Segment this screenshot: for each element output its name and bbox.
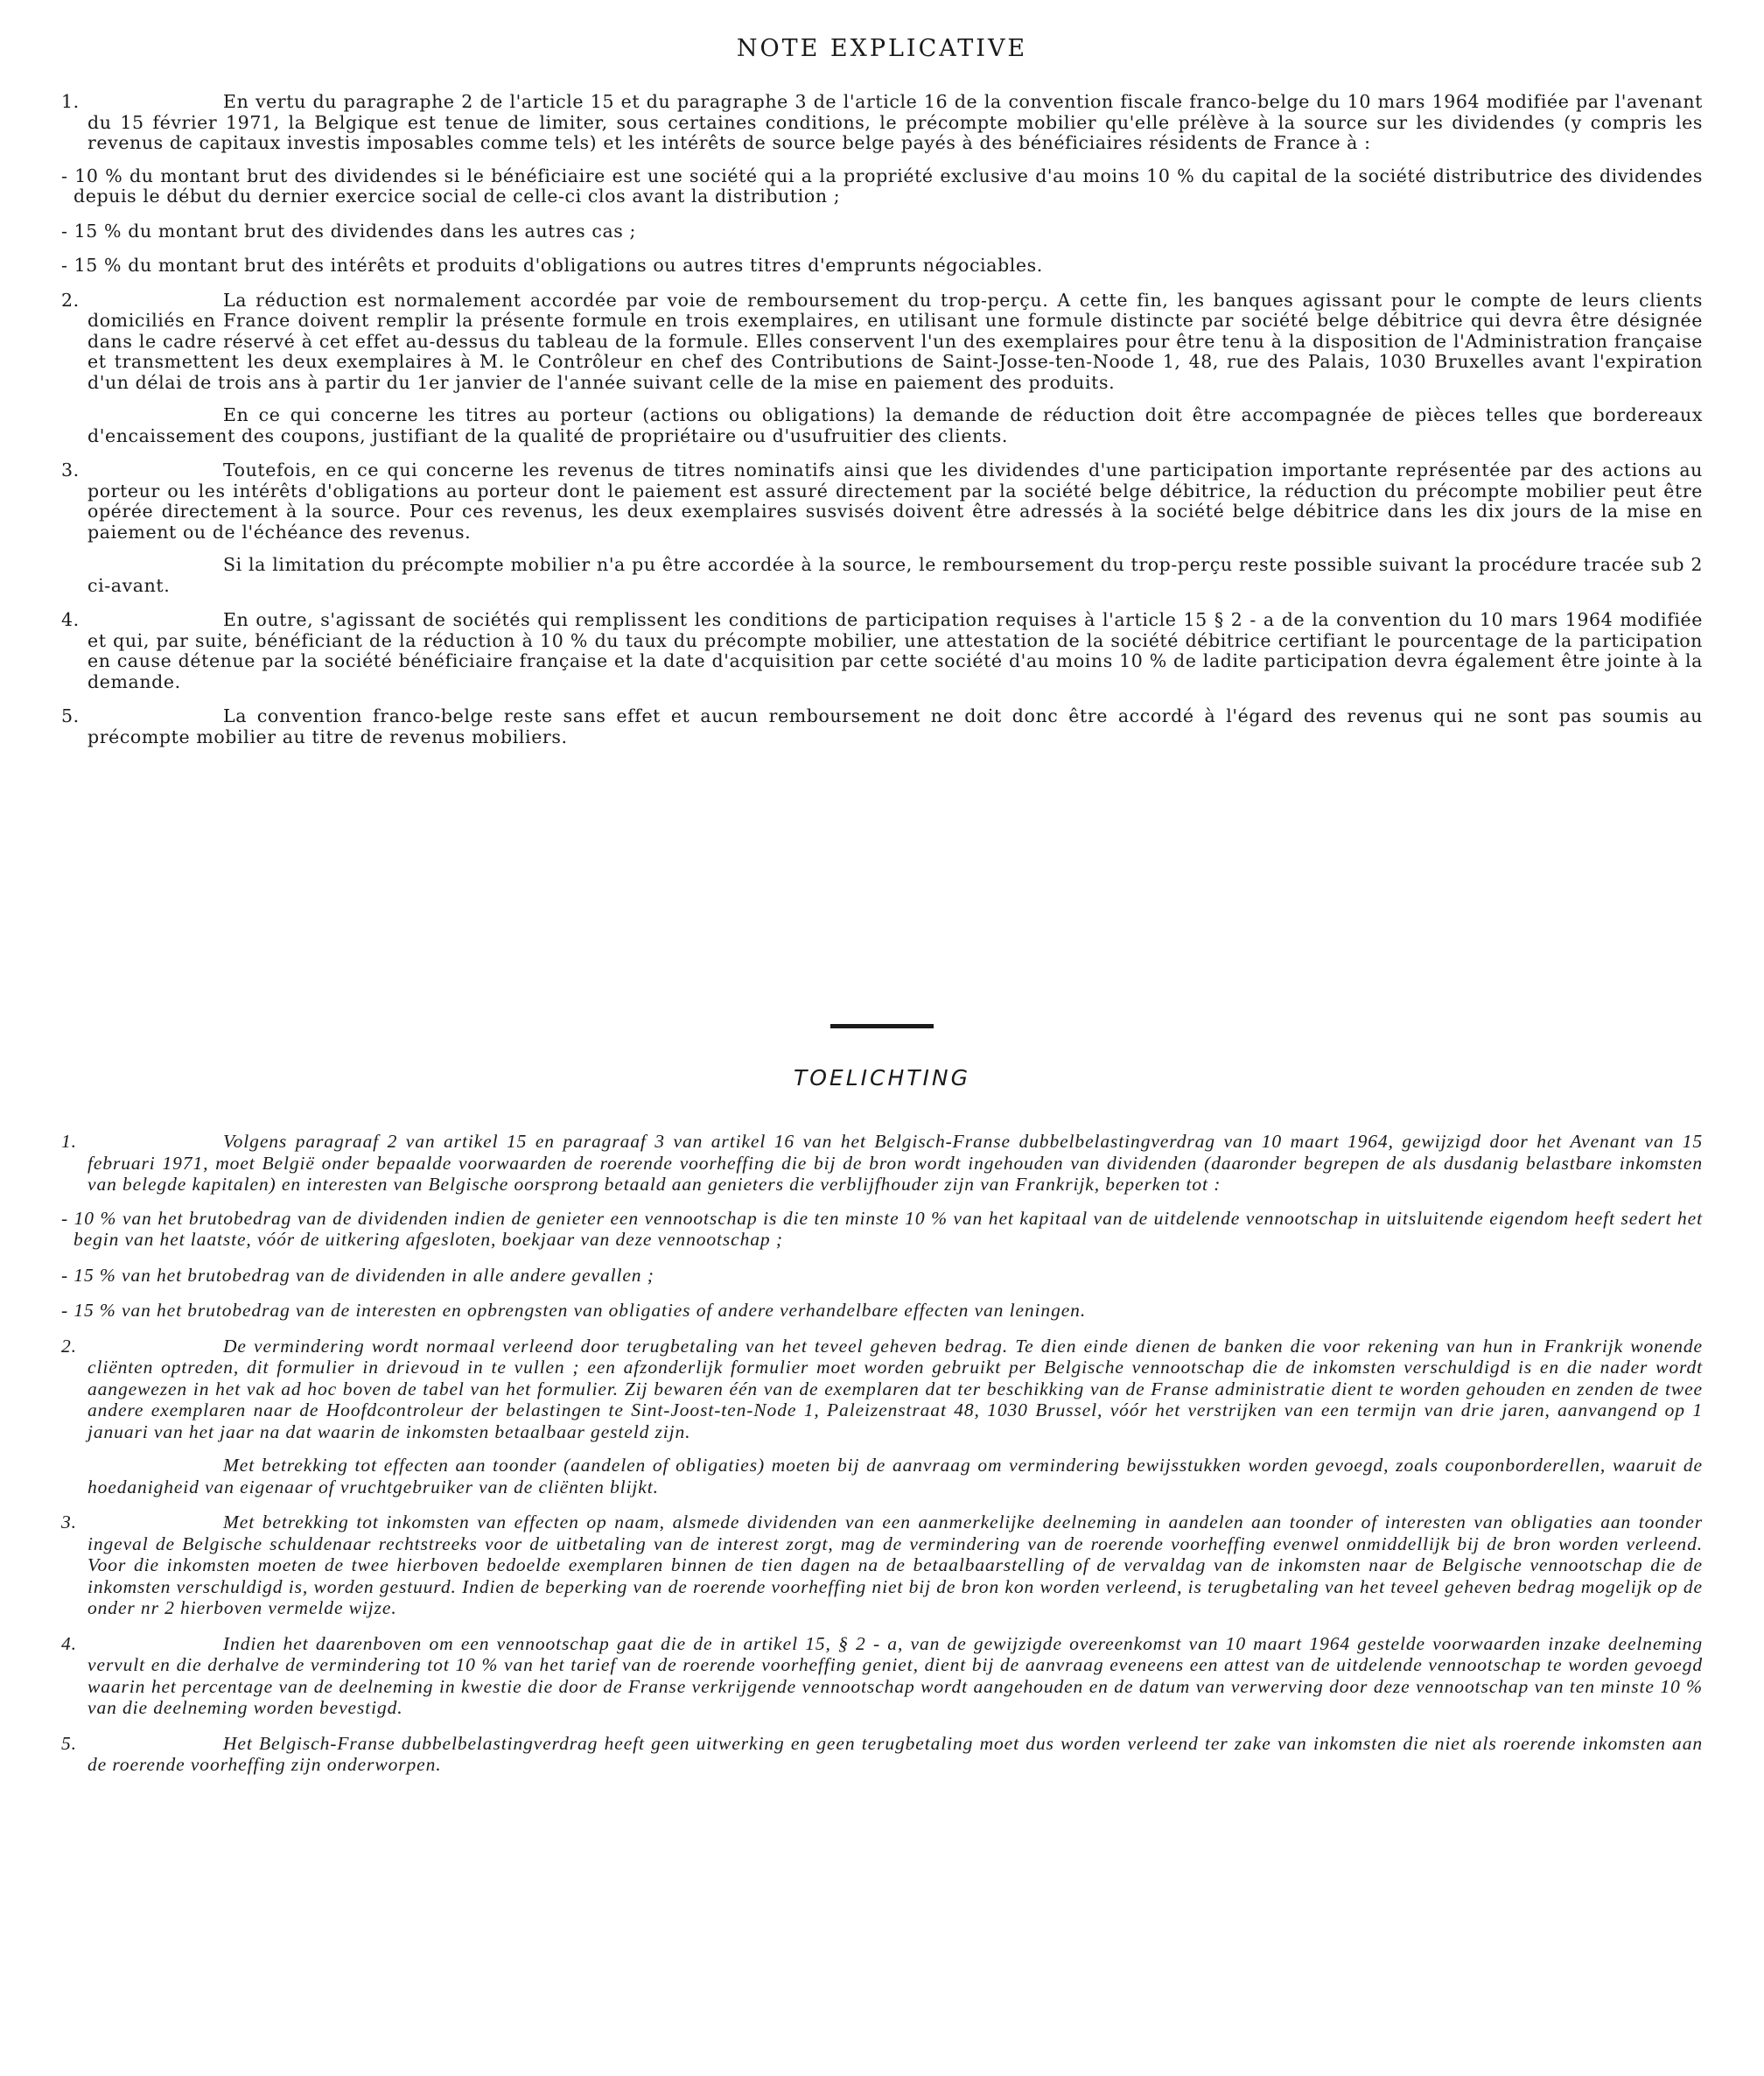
french-section bbox=[61, 35, 1703, 980]
nl-item-5 bbox=[61, 1733, 1703, 1776]
item-paragraph: Het Belgisch-Franse dubbelbelastingverdrag heeft geen uitwerking en geen terugbetaling moet dus worden verleend ter zake van inkomsten die niet als roerende inkomsten aan de roerende voorheffing zijn onderworpen. bbox=[88, 1732, 1703, 1775]
item-paragraph: La convention franco-belge reste sans effet et aucun remboursement ne doit donc être accordé à l'égard des revenus qui ne sont pas soumis au précompte mobilier au titre de revenus mobiliers. bbox=[88, 705, 1703, 747]
nl-item-4 bbox=[61, 1633, 1703, 1719]
bullet-item: - 10 % du montant brut des dividendes si le bénéficiaire est une société qui a la propriété exclusive d'au moins 10 % du capital de la société distributrice des dividendes depuis le début du dernier exercice social de celle-ci clos avant la distribution ; bbox=[61, 165, 1703, 207]
bullet-item: - 10 % van het brutobedrag van de dividenden indien de genieter een vennootschap is die ten minste 10 % van het kapitaal van de uitdelende vennootschap in uitsluitende eigendom heeft sedert het begin van het laatste, vóór de uitkering afgesloten, boekjaar van deze vennootschap ; bbox=[61, 1207, 1703, 1250]
french-title: NOTE EXPLICATIVE bbox=[736, 35, 1028, 62]
fr-item-3 bbox=[61, 460, 1703, 596]
item-paragraph: Indien het daarenboven om een vennootschap gaat die de in artikel 15, § 2 - a, van de gewijzigde overeenkomst van 10 maart 1964 gestelde voorwaarden inzake deelneming vervult en die derhalve de vermindering tot 10 % van het tarief van de roerende voorheffing geniet, dient bij de aanvraag eveneens een attest van de uitdelende vennootschap te worden gevoegd waarin het percentage van de deelneming in kwestie die door de Franse verkrijgende vennootschap wordt aangehouden en de datum van verwerving door deze vennootschap van ten minste 10 % van die deelneming worden bevestigd. bbox=[88, 1632, 1703, 1718]
item-number: 3. bbox=[61, 1511, 77, 1532]
bullet-item: - 15 % van het brutobedrag van de dividenden in alle andere gevallen ; bbox=[61, 1264, 654, 1286]
fr-item-1 bbox=[61, 92, 1703, 277]
item-number: 1. bbox=[61, 1131, 77, 1152]
item-number: 4. bbox=[61, 1632, 77, 1654]
bullet-item: - 15 % du montant brut des dividendes dans les autres cas ; bbox=[61, 220, 637, 242]
bullet-list bbox=[61, 1208, 1703, 1322]
item-number: 2. bbox=[61, 1335, 77, 1357]
item-paragraph: Si la limitation du précompte mobilier n'a pu être accordée à la source, le remboursement du trop-perçu reste possible suivant la procédure tracée sub 2 ci-avant. bbox=[88, 554, 1703, 596]
item-number: 2. bbox=[61, 289, 80, 311]
bullet-item: - 15 % van het brutobedrag van de interesten en opbrengsten van obligaties of andere verhandelbare effecten van leningen. bbox=[61, 1300, 1087, 1321]
section-separator bbox=[830, 1024, 934, 1028]
fr-item-2 bbox=[61, 291, 1703, 447]
nl-item-3 bbox=[61, 1511, 1703, 1619]
item-paragraph: Met betrekking tot effecten aan toonder (aandelen of obligaties) moeten bij de aanvraag om vermindering bewijsstukken worden gevoegd, zoals couponborderellen, waaruit de hoedanigheid van eigenaar of vruchtgebruiker van de cliënten blijkt. bbox=[88, 1455, 1703, 1497]
item-paragraph: Toutefois, en ce qui concerne les revenus de titres nominatifs ainsi que les dividendes d'une participation importante représentée par des actions au porteur ou les intérêts d'obligations au porteur dont le paiement est assuré directement par la société belge débitrice, la réduction du précompte mobilier peut être opérée directement à la source. Pour ces revenus, les deux exemplaires susvisés doivent être adressés à la société belge débitrice dans les dix jours de la mise en paiement ou de l'échéance des revenus. bbox=[88, 459, 1703, 543]
item-number: 5. bbox=[61, 705, 80, 726]
item-paragraph: En vertu du paragraphe 2 de l'article 15 et du paragraphe 3 de l'article 16 de la convention fiscale franco-belge du 10 mars 1964 modifiée par l'avenant du 15 février 1971, la Belgique est tenue de limiter, sous certaines conditions, le précompte mobilier qu'elle prélève à la source sur les dividendes (y compris les revenus de capitaux investis imposables comme tels) et les intérêts de source belge payés à des bénéficiaires résidents de France à : bbox=[88, 91, 1703, 153]
item-number: 3. bbox=[61, 459, 80, 480]
item-number: 1. bbox=[61, 91, 80, 112]
item-paragraph: Met betrekking tot inkomsten van effecten op naam, alsmede dividenden van een aanmerkelijke deelneming in aandelen aan toonder of interesten van obligaties aan toonder ingeval de Belgische schuldenaar rechtstreeks voor de uitbetaling van de interest zorgt, mag de vermindering van de roerende voorheffing evenwel onmiddellijk bij de bron worden verleend. Voor die inkomsten moeten de twee hierboven bedoelde exemplaren binnen de tien dagen na de betaalbaarstelling of de vervaldag van de inkomsten naar de Belgische vennootschap die de inkomsten verschuldigd is, worden gestuurd. Indien de beperking van de roerende voorheffing niet bij de bron kon worden verleend, is terugbetaling van het teveel geheven bedrag mogelijk op de onder nr 2 hierboven vermelde wijze. bbox=[88, 1511, 1703, 1618]
fr-item-4 bbox=[61, 610, 1703, 692]
nl-item-1 bbox=[61, 1131, 1703, 1322]
item-number: 4. bbox=[61, 609, 80, 630]
item-paragraph: En outre, s'agissant de sociétés qui remplissent les conditions de participation requises à l'article 15 § 2 - a de la convention du 10 mars 1964 modifiée et qui, par suite, bénéficiant de la réduction à 10 % du taux du précompte mobilier, une attestation de la société débitrice certifiant le pourcentage de la participation en cause détenue par la société bénéficiaire française et la date d'acquisition par cette société d'au moins 10 % de ladite participation devra également être jointe à la demande. bbox=[88, 609, 1703, 692]
item-paragraph: De vermindering wordt normaal verleend door terugbetaling van het teveel geheven bedrag. Te dien einde dienen de banken die voor rekening van hun in Frankrijk wonende cliënten optreden, dit formulier in drievoud in te vullen ; een afzonderlijk formulier moet worden gebruikt per Belgische vennootschap die de inkomsten verschuldigd is en die nader wordt aangewezen in het vak ad hoc boven de tabel van het formulier. Zij bewaren één van de exemplaren dat ter beschikking van de Franse administratie dient te worden gehouden en zenden de twee andere exemplaren naar de Hoofdcontroleur der belastingen te Sint-Joost-ten-Node 1, Paleizenstraat 48, 1030 Brussel, vóór het verstrijken van een termijn van drie jaren, aanvangend op 1 januari van het jaar na dat waarin de inkomsten betaalbaar gesteld zijn. bbox=[88, 1335, 1703, 1442]
item-paragraph: En ce qui concerne les titres au porteur (actions ou obligations) la demande de réduction doit être accompagnée de pièces telles que bordereaux d'encaissement des coupons, justifiant de la qualité de propriétaire ou d'usufruitier des clients. bbox=[88, 404, 1703, 446]
bullet-item: - 15 % du montant brut des intérêts et produits d'obligations ou autres titres d'emprunts négociables. bbox=[61, 255, 1043, 276]
item-paragraph: La réduction est normalement accordée par voie de remboursement du trop-perçu. A cette fin, les banques agissant pour le compte de leurs clients domiciliés en France doivent remplir la présente formule en trois exemplaires, en utilisant une formule distincte par société belge débitrice qui devra être désignée dans le cadre réservé à cet effet au-dessus du tableau de la formule. Elles conservent l'un des exemplaires pour être tenu à la disposition de l'Administration française et transmettent les deux exemplaires à M. le Contrôleur en chef des Contributions de Saint-Josse-ten-Noode 1, 48, rue des Palais, 1030 Bruxelles avant l'expiration d'un délai de trois ans à partir du 1er janvier de l'année suivant celle de la mise en paiement des produits. bbox=[88, 289, 1703, 393]
nl-item-2 bbox=[61, 1336, 1703, 1498]
dutch-items bbox=[61, 1131, 1703, 1776]
item-number: 5. bbox=[61, 1732, 77, 1754]
dutch-section bbox=[61, 1065, 1703, 1776]
dutch-title: TOELICHTING bbox=[793, 1065, 971, 1091]
bullet-list bbox=[61, 166, 1703, 277]
item-paragraph: Volgens paragraaf 2 van artikel 15 en paragraaf 3 van artikel 16 van het Belgisch-Franse dubbelbelastingverdrag van 10 maart 1964, gewijzigd door het Avenant van 15 februari 1971, moet België onder bepaalde voorwaarden de roerende voorheffing die bij de bron wordt ingehouden van dividenden (daaronder begrepen de als dusdanig belastbare inkomsten van belegde kapitalen) en interesten van Belgische oorsprong betaald aan genieters die verblijfhouder zijn van Frankrijk, beperken tot : bbox=[88, 1131, 1703, 1195]
french-items bbox=[61, 92, 1703, 747]
fr-item-5 bbox=[61, 706, 1703, 747]
